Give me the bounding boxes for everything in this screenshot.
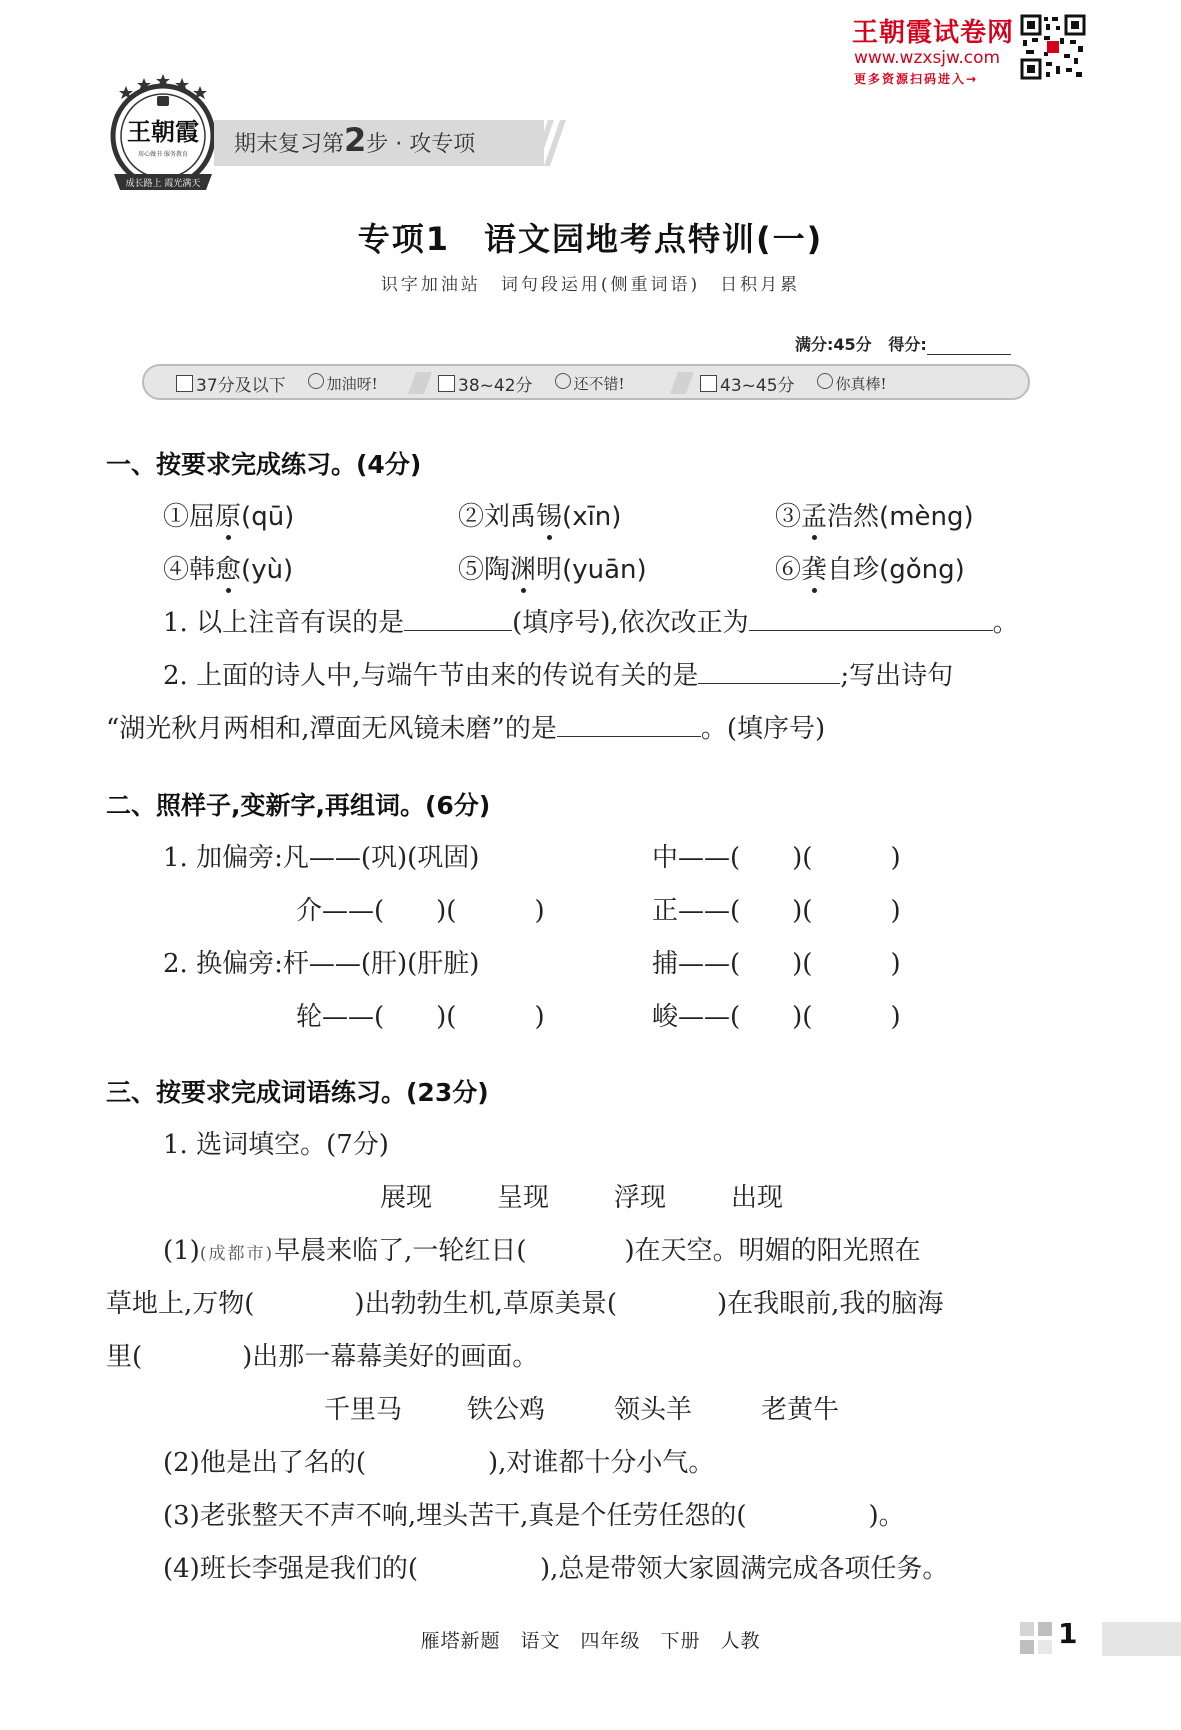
answer-blank[interactable] — [749, 606, 993, 631]
word-choice: 呈现 — [497, 1183, 550, 1213]
poet-item: ⑤陶渊明(yuān) — [458, 555, 647, 585]
page-marker-icon — [1020, 1622, 1054, 1656]
full-score: 满分:45分 — [795, 335, 872, 354]
checkbox[interactable] — [438, 375, 455, 392]
word-choice: 出现 — [731, 1183, 784, 1213]
city-tag: (成都市) — [199, 1244, 275, 1264]
level-range: 37分及以下 — [196, 375, 286, 396]
banner-prefix: 期末复习第 — [234, 132, 345, 157]
checkbox[interactable] — [700, 375, 717, 392]
word-choice: 千里马 — [324, 1395, 403, 1425]
poet-item: ⑥龚自珍(gǒng) — [775, 555, 965, 585]
add-radical-row: 1. 加偏旁:凡——(巩)(巩固) — [163, 843, 480, 873]
question-1-2-cont: “湖光秋月两相和,潭面无风镜未磨”的是 。(填序号) — [106, 714, 826, 744]
banner-stripes-icon — [514, 120, 568, 166]
svg-text:用心做书 服务教育: 用心做书 服务教育 — [138, 151, 188, 158]
answer-blank[interactable] — [698, 659, 840, 684]
question-3-1: 1. 选词填空。(7分) — [163, 1130, 389, 1160]
smiley-icon — [817, 373, 833, 389]
brand-tagline: 更多资源扫码进入→ — [854, 72, 979, 86]
poet-item: ③孟浩然(mèng) — [775, 502, 974, 532]
page-footer: 雁塔新题 语文 四年级 下册 人教 — [420, 1630, 761, 1652]
level-comment: 还不错! — [573, 374, 625, 393]
divider-icon — [670, 372, 694, 394]
poet-item: ①屈原(qū) — [163, 502, 295, 532]
level-range: 38~42分 — [458, 375, 533, 396]
page-subtitle: 识字加油站 词句段运用(侧重词语) 日积月累 — [380, 275, 801, 295]
question-1-1: 1. 以上注音有误的是 (填序号),依次改正为 。 — [163, 608, 1019, 638]
score-label: 得分: — [888, 335, 927, 354]
page-title: 专项1 语文园地考点特训(一) — [357, 220, 824, 258]
review-step-banner — [214, 120, 568, 166]
level-comment: 你真棒! — [835, 374, 887, 393]
level-range: 43~45分 — [720, 375, 795, 396]
score-box — [795, 332, 1011, 355]
banner-text — [234, 121, 476, 159]
qr-code-icon[interactable] — [1020, 14, 1086, 80]
level-item — [700, 372, 887, 394]
section2-heading: 二、照样子,变新字,再组词。(6分) — [106, 791, 491, 820]
level-item — [438, 372, 625, 394]
brand-url[interactable]: www.wzxsjw.com — [854, 48, 1001, 68]
banner-suffix: 步 · 攻专项 — [366, 132, 476, 157]
answer-blank[interactable] — [404, 606, 512, 631]
banner-step: 2 — [344, 121, 367, 159]
word-choice: 展现 — [380, 1183, 433, 1213]
page-tab-bar — [1102, 1622, 1181, 1656]
char-exercise[interactable]: 轮——( )( ) — [296, 1002, 545, 1032]
char-exercise[interactable]: 正——( )( ) — [652, 896, 901, 926]
logo-name: 王朝霞 — [127, 117, 199, 146]
char-exercise[interactable]: 中——( )( ) — [652, 843, 901, 873]
logo-motto: 成长路上 霞光满天 — [125, 179, 201, 189]
score-field[interactable] — [927, 338, 1011, 355]
level-item — [176, 372, 378, 394]
paragraph-1-cont: 里( )出那一幕幕美好的画面。 — [106, 1342, 539, 1372]
char-exercise[interactable]: 捕——( )( ) — [652, 949, 901, 979]
poet-item: ②刘禹锡(xīn) — [458, 502, 622, 532]
brand-name: 王朝霞试卷网 — [852, 18, 1015, 48]
word-choice: 老黄牛 — [761, 1395, 840, 1425]
word-choice: 领头羊 — [614, 1395, 693, 1425]
page-number: 1 — [1058, 1617, 1078, 1650]
level-comment: 加油呀! — [326, 374, 378, 393]
score-level-bar — [142, 364, 1030, 400]
paragraph-1: (1)(成都市)早晨来临了,一轮红日( )在天空。明媚的阳光照在 — [163, 1236, 921, 1266]
char-exercise[interactable]: 介——( )( ) — [296, 896, 545, 926]
question-1-2: 2. 上面的诗人中,与端午节由来的传说有关的是 ;写出诗句 — [163, 661, 954, 691]
poet-item: ④韩愈(yù) — [163, 555, 294, 585]
word-choice: 浮现 — [614, 1183, 667, 1213]
swap-radical-row: 2. 换偏旁:杆——(肝)(肝脏) — [163, 949, 480, 979]
smiley-icon — [308, 373, 324, 389]
word-choice: 铁公鸡 — [467, 1395, 546, 1425]
answer-blank[interactable] — [557, 712, 701, 737]
paragraph-3: (3)老张整天不声不响,埋头苦干,真是个任劳任怨的( )。 — [163, 1501, 905, 1531]
brand-box — [852, 12, 1088, 86]
char-exercise[interactable]: 峻——( )( ) — [652, 1002, 901, 1032]
smiley-icon — [555, 373, 571, 389]
brand-logo — [106, 72, 220, 198]
paragraph-2: (2)他是出了名的( ),对谁都十分小气。 — [163, 1448, 715, 1478]
paragraph-4: (4)班长李强是我们的( ),总是带领大家圆满完成各项任务。 — [163, 1554, 949, 1584]
divider-icon — [408, 372, 432, 394]
section3-heading: 三、按要求完成词语练习。(23分) — [106, 1078, 489, 1107]
checkbox[interactable] — [176, 375, 193, 392]
section1-heading: 一、按要求完成练习。(4分) — [106, 450, 422, 479]
paragraph-1-cont: 草地上,万物( )出勃勃生机,草原美景( )在我眼前,我的脑海 — [106, 1289, 944, 1319]
